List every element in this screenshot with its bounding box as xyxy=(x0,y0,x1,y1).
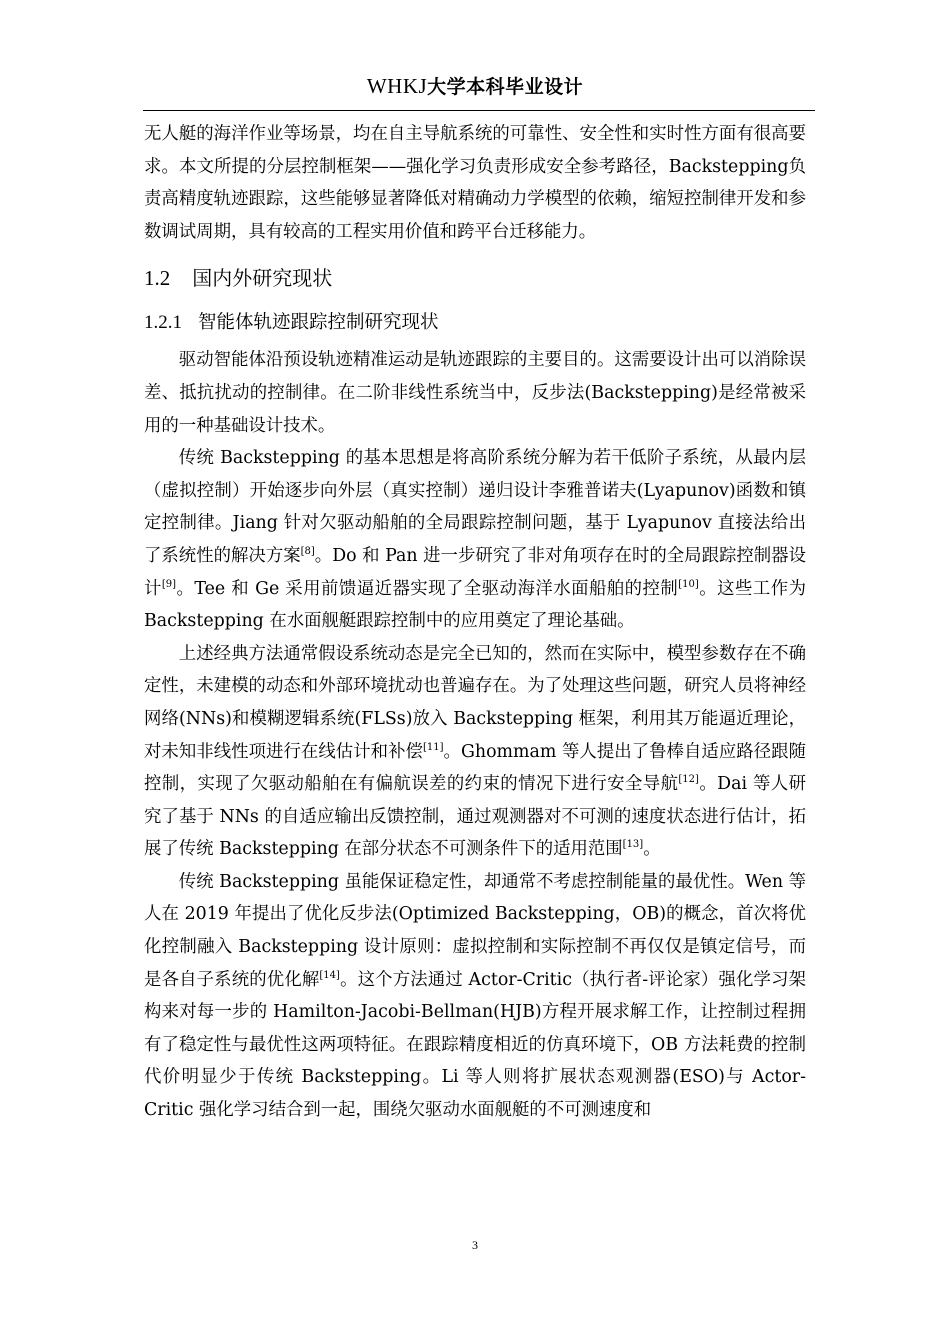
paragraph-2-text-a: 传统 Backstepping 的基本思想是将高阶系统分解为若干低阶子系统，从最内层（虚拟控制）开始逐步向外层（真实控制）递归设计李雅普诺夫(Lyapunov)函数和镇定控制律。Jiang 针对欠驱动船舶的全局跟踪控制问题，基于 Lyapunov 直接法给出了系统性的解决方案 xyxy=(144,448,806,566)
citation-10: [10] xyxy=(678,578,699,590)
citation-14: [14] xyxy=(319,969,340,981)
paragraph-3-text-c: 。Dai 等人研究了基于 NNs 的自适应输出反馈控制，通过观测器对不可测的速度状态进行估计，拓展了传统 Backstepping 在部分状态不可测条件下的适用范围 xyxy=(144,774,806,860)
paragraph-2-text-c: 。Tee 和 Ge 采用前馈逼近器实现了全驱动海洋水面船舶的控制 xyxy=(176,578,679,599)
subsection-heading xyxy=(144,304,806,342)
paragraph-3 xyxy=(144,638,806,866)
paragraph-1: 驱动智能体沿预设轨迹精准运动是轨迹跟踪的主要目的。这需要设计出可以消除误差、抵抗扰动的控制律。在二阶非线性系统当中，反步法(Backstepping)是经常被采用的一种基础设计技术。 xyxy=(144,350,806,436)
paragraph-4 xyxy=(144,866,806,1127)
intro-paragraph: 无人艇的海洋作业等场景，均在自主导航系统的可靠性、安全性和实时性方面有很高要求。本文所提的分层控制框架——强化学习负责形成安全参考路径，Backstepping负责高精度轨迹跟踪，这些能够显著降低对精确动力学模型的依赖，缩短控制律开发和参数调试周期，具有较高的工程实用价值和跨平台迁移能力。 xyxy=(144,124,806,242)
citation-12: [12] xyxy=(678,774,699,786)
paragraph-4-text-a: 传统 Backstepping 虽能保证稳定性，却通常不考虑控制能量的最优性。Wen 等人在 2019 年提出了优化反步法(Optimized Backstepping，OB)的概念，首次将优化控制融入 Backstepping 设计原则：虚拟控制和实际控制不再仅仅是镇定信号，而是各自子系统的优化解 xyxy=(144,871,806,990)
paragraph-3-text-a: 上述经典方法通常假设系统动态是完全已知的，然而在实际中，模型参数存在不确定性，未建模的动态和外部环境扰动也普遍存在。为了处理这些问题，研究人员将神经网络(NNs)和模糊逻辑系统(FLSs)放入 Backstepping 框架，利用其万能逼近理论，对未知非线性项进行在线估计和补偿 xyxy=(144,643,806,762)
subsection-number: 1.2.1 xyxy=(144,312,182,334)
paragraph-2-text-d: 。这些工作为 Backstepping 在水面舰艇跟踪控制中的应用奠定了理论基础。 xyxy=(144,578,806,632)
citation-8: [8] xyxy=(300,545,315,557)
subsection-title: 智能体轨迹跟踪控制研究现状 xyxy=(198,312,439,334)
section-number: 1.2 xyxy=(144,266,171,291)
citation-13: [13] xyxy=(622,839,644,851)
paragraph-2 xyxy=(144,442,806,638)
header-rule xyxy=(143,110,815,111)
page-number: 3 xyxy=(472,1238,478,1252)
citation-11: [11] xyxy=(422,741,444,753)
page-body xyxy=(144,118,806,1127)
page-header xyxy=(0,72,950,99)
citation-9: [9] xyxy=(161,578,177,590)
header-title-latin: WHKJ xyxy=(366,74,428,98)
header-title-cjk: 大学本科毕业设计 xyxy=(427,76,584,98)
paragraph-4-text-b: 。这个方法通过 Actor-Critic（执行者-评论家）强化学习架构来对每一步的 Hamilton-Jacobi-Bellman(HJB)方程开展求解工作，让控制过程拥有了稳定性与最优性这两项特征。在跟踪精度相近的仿真环境下，OB 方法耗费的控制代价明显少于传统 Backstepping。Li 等人则将扩展状态观测器(ESO)与 Actor-Critic 强化学习结合到一起，围绕欠驱动水面舰艇的不可测速度和 xyxy=(144,969,806,1121)
paragraph-2-text-b: 。Do 和 Pan 进一步研究了非对角项存在时的全局跟踪控制器设计 xyxy=(144,545,806,599)
paragraph-3-text-d: 。 xyxy=(643,839,661,860)
section-title: 国内外研究现状 xyxy=(192,266,333,291)
paragraph-3-text-b: 。Ghommam 等人提出了鲁棒自适应路径跟随控制，实现了欠驱动船舶在有偏航误差的约束的情况下进行安全导航 xyxy=(144,741,806,795)
section-heading xyxy=(144,258,806,298)
